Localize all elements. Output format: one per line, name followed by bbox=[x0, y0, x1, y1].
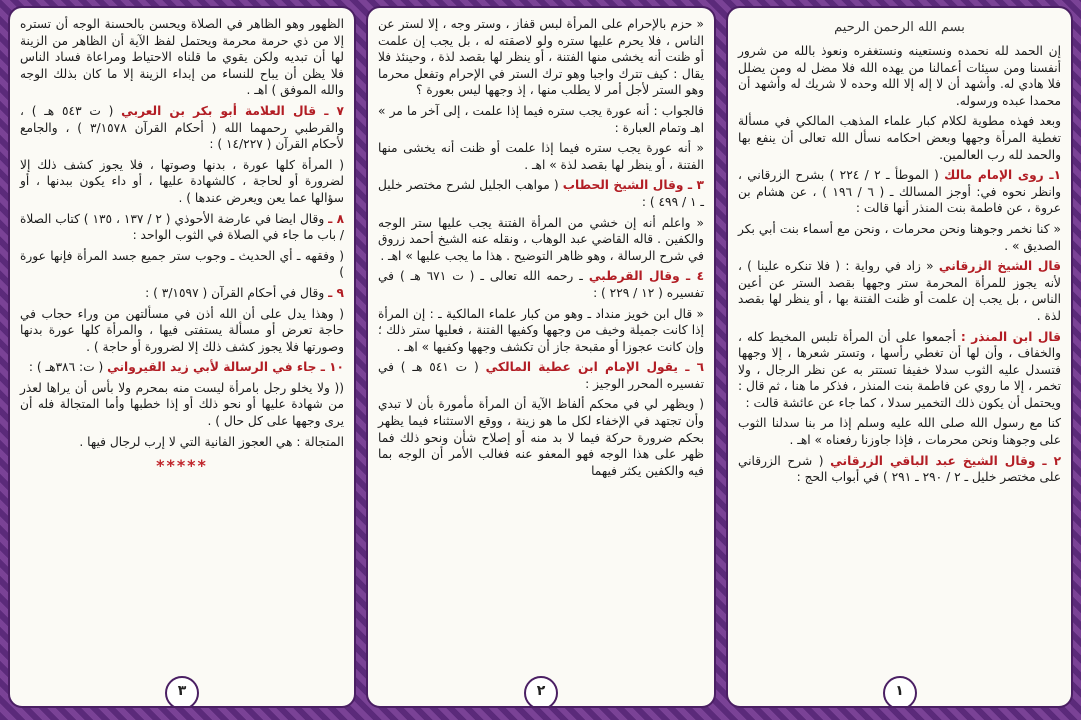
text: ( شرح الزرقاني على مختصر خليل ـ ٢ / ٢٩٠ ـ ٢٩١ ) في أبواب الحج : bbox=[738, 453, 1061, 485]
heading: قال ابن المنذر : bbox=[960, 329, 1061, 344]
zurqani-comment bbox=[738, 258, 1061, 324]
paragraph: فالجواب : أنه عورة يجب ستره فيما إذا علمت ، إلى آخر ما مر » اهـ وتمام العبارة : bbox=[378, 103, 704, 135]
panel-page-3 bbox=[8, 6, 356, 708]
section-7 bbox=[20, 103, 344, 153]
text: ( مواهب الجليل لشرح مختصر خليل ـ ١ / ٤٩٩ ) : bbox=[378, 178, 704, 209]
text: وقال ايضا في عارضة الأحوذي ( ٢ / ١٣٧ ، ١٣٥ ) كتاب الصلاة / باب ما جاء في الصلاة في الثوب الواحد : bbox=[20, 211, 344, 243]
section-9 bbox=[20, 285, 344, 302]
text: ( ت ٥٤١ هـ ) في تفسيره المحرر الوجيز : bbox=[378, 360, 704, 391]
text: ( ت ٥٤٣ هـ ) ، والقرطبي رحمهما الله ( أحكام القرآن ٣/١٥٧٨ ) ، والجامع لأحكام القرآن ( ١٤/٢٢٧ ) : bbox=[20, 103, 345, 152]
paragraph: الظهور وهو الظاهر في الصلاة ويحسن بالحسنة الوجه أن تستره إلا من ذي حرمة محرمة ويحتمل لفظ الآية أن الظاهر من الزينة لها أن تبديه ولكن يقوي ما قلناه الاحتياط ومراعاة فساد الناس فلا يظن أن يباح للنساء من إبداء الزينة إلا ما كان بذلك الوجه والله الموفق ) اهـ . bbox=[20, 17, 344, 98]
text: ـ رحمه الله تعالى ـ ( ت ٦٧١ هـ ) في تفسيره ( ١٢ / ٢٢٩ ) : bbox=[378, 269, 704, 300]
section-1 bbox=[738, 167, 1061, 217]
section-4 bbox=[378, 268, 704, 301]
definition: المتجالة : هي العجوز الفانية التي لا إرب لرجال فيها . bbox=[79, 434, 344, 449]
text: وقال في أحكام القرآن ( ٣/١٥٩٧ ) : bbox=[145, 285, 325, 300]
section-10 bbox=[20, 359, 344, 376]
panel-page-2 bbox=[366, 6, 716, 708]
quote: ( المرأة كلها عورة ، بدنها وصوتها ، فلا يجوز كشف ذلك إلا لضرورة أو لحاجة ، كالشهادة عليها ، أو داء يكون ببدنها ، أو سؤالها عما يعن ويعرض عندها ) . bbox=[20, 157, 344, 205]
section-8 bbox=[20, 211, 344, 244]
text: ( الموطأ ـ ٢ / ٢٢٤ ) بشرح الزرقاني ، وانظر نحوه في: أوجز المسالك ـ ( ٦ / ١٩٦ ) ، عن هشام بن عروة ، عن فاطمة بنت المنذر أنها قالت : bbox=[738, 168, 1062, 216]
basmala-calligraphy: بسم الله الرحمن الرحيم bbox=[834, 20, 965, 35]
quote: « واعلم أنه إن خشي من المرأة الفتنة يجب عليها ستر الوجه والكفين . قاله القاضي عبد الوهاب ، ونقله عنه الشيخ أحمد زروق في شرح الرسالة ، وهو ظاهر التوضيح . هذا ما يجب عليها » اهـ . bbox=[378, 215, 704, 263]
stars-divider: ***** bbox=[156, 456, 208, 476]
heading: ٧ ـ قال العلامة أبو بكر بن العربي bbox=[121, 103, 344, 118]
heading: ٤ ـ وقال القرطبي bbox=[588, 269, 705, 284]
heading: ٦ ـ يقول الإمام ابن عطية المالكي bbox=[485, 360, 705, 375]
quote: « أنه عورة يجب ستره فيما إذا علمت أو ظنت أنه يخشى منها الفتنة ، أو ينظر لها بقصد لذة » اهـ . bbox=[378, 141, 704, 172]
text: ( ت: ٣٨٦هـ ) : bbox=[28, 360, 104, 375]
page-number: ٢ bbox=[524, 676, 558, 708]
ibn-mundhir bbox=[738, 329, 1061, 412]
page-number: ٣ bbox=[165, 676, 199, 708]
heading: ٢ ـ وقال الشيخ عبد الباقي الزرقاني bbox=[830, 453, 1062, 468]
quote: كنا مع رسول الله صلى الله عليه وسلم إذا مر بنا سدلنا الثوب على وجوهنا ونحن محرمات ، فإذا جاوزنا رفعناه » اهـ . bbox=[738, 416, 1061, 448]
quote: ( وفقهه ـ أي الحديث ـ وجوب ستر جميع جسد المرأة فإنها عورة ) bbox=[20, 248, 344, 280]
heading: ١٠ ـ جاء في الرسالة لأبي زيد القيرواني bbox=[107, 360, 344, 375]
page-number: ١ bbox=[883, 676, 917, 708]
heading: ٣ ـ وقال الشيخ الحطاب bbox=[562, 178, 704, 193]
quote: ( وهذا يدل على أن الله أذن في مسألتهن من وراء حجاب في حاجة تعرض أو مسألة يستفتى فيها ، والمرأة كلها عورة بدنها وصورتها فلا يجوز كشف ذلك إلا لضرورة أو حاجة ) . bbox=[20, 306, 344, 354]
paragraph: وبعد فهذه مطوية لكلام كبار علماء المذهب المالكي في مسألة تغطية المرأة وجهها وبعض احكامه نسأل الله تعالى أن ينفع بها والحمد لله رب العالمين. bbox=[738, 114, 1061, 162]
heading: قال الشيخ الزرقاني bbox=[938, 259, 1061, 274]
paragraph: إن الحمد لله نحمده ونستعينه ونستغفره ونعوذ بالله من شرور أنفسنا ومن سيئات أعمالنا من يهده الله فلا مضل له ومن يضلل فلا هادي له. وأشهد أن لا إله إلا الله وحده لا شريك له وأشهد أن محمدا عبده ورسوله. bbox=[738, 44, 1061, 108]
quote: (( ولا يخلو رجل بامرأة ليست منه بمحرم ولا بأس أن يراها لعذر من شهادة عليها أو نحو ذلك أو إذا خطبها وأما المتجالة فله أن يرى وجهها على كل حال ) . bbox=[20, 380, 344, 429]
section-6 bbox=[378, 359, 704, 392]
heading: ٨ ـ bbox=[328, 211, 345, 226]
panel-page-1 bbox=[726, 6, 1073, 708]
section-2 bbox=[738, 453, 1061, 486]
text: أجمعوا على أن المرأة تلبس المخيط كله ، والخفاف ، وأن لها أن تغطي رأسها ، وتستر شعرها ، إلا وجهها فتسدل عليه الثوب سدلا خفيفا تستتر به عن نظر الرجال ، ولا تخمر ، إلا ما روي عن فاطمة بنت المنذر ، فذكر ما هنا ، ثم قال : ويحتمل أن يكون ذلك التخمير سدلا ، كما جاء عن عائشة قالت : bbox=[738, 329, 1061, 410]
heading: ٩ ـ bbox=[328, 285, 344, 300]
quote: « قال ابن خويز منداد ـ وهو من كبار علماء المالكية ـ : إن المرأة إذا كانت جميلة وخيف من وجهها وكفيها الفتنة ، فعليها ستر ذلك ؛ وإن كانت عجوزا أو مقبحة جاز أن تكشف وجهها وكفيها » اهـ . bbox=[378, 306, 704, 354]
quote: ( ويظهر لي في محكم ألفاظ الآية أن المرأة مأمورة بأن لا تبدي وأن تجتهد في الإخفاء لكل ما هو زينة ، ووقع الاستثناء فيما يظهر بحكم ضرورة حركة فيما لا بد منه أو إصلاح شأن ونحو ذلك فما ظهر على هذا الوجه فهو المعفو عنه فغالب الأمر أن الوجه بما فيه والكفين يكثر فيهما bbox=[378, 397, 704, 478]
heading: ١ـ روى الإمام مالك bbox=[944, 168, 1062, 183]
text: « زاد في رواية : ( فلا تنكره علينا ) ، لأنه يجوز للمرأة المحرمة ستر وجهها بقصد الستر عن أعين الناس ، بل يجب إن علمت أو ظنت الفتنة بها ، أو ينظر لها بقصد لذة . bbox=[738, 259, 1061, 323]
quote: « كنا نخمر وجوهنا ونحن محرمات ، ونحن مع أسماء بنت أبي بكر الصديق » . bbox=[738, 221, 1061, 253]
section-3 bbox=[378, 177, 704, 210]
paragraph: « حزم بالإحرام على المرأة لبس قفاز ، وستر وجه ، إلا لستر عن الناس ، فلا يحرم عليها ستره ولو لاصقته له ، بل يجب إن علمت أو ظنت أنه يخشى منها الفتنة ، أو ينظر لها بقصد لذة ، وحينئذ فلا يقال : كيف تترك واجبا وهو ترك الستر في الإحرام وتفعل محرما وهو الستر لأجل أمر لا يطلب منها ، إذ وجهها ليس بعورة ؟ bbox=[378, 17, 704, 98]
